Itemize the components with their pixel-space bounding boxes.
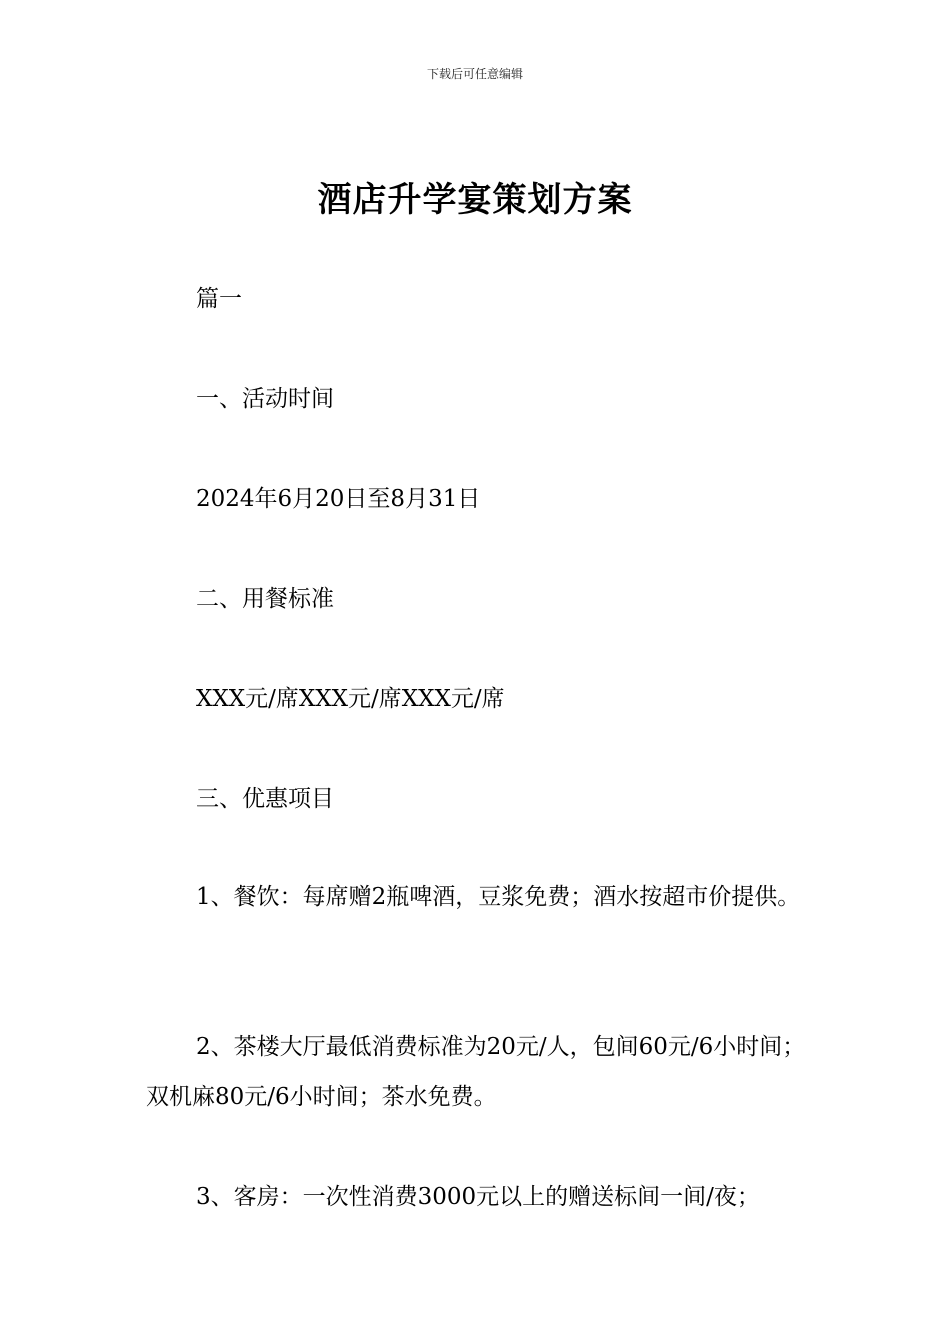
- document-title: 酒店升学宴策划方案: [317, 180, 633, 220]
- activity-date-range: 2024年6月20日至8月31日: [196, 486, 481, 512]
- heading-dining-standard: 二、用餐标准: [196, 586, 334, 612]
- header-note: 下载后可任意编辑: [426, 67, 523, 81]
- heading-discounts: 三、优惠项目: [196, 786, 334, 812]
- dining-price-line: XXX元/席XXX元/席XXX元/席: [196, 686, 505, 712]
- heading-activity-time: 一、活动时间: [196, 386, 334, 412]
- discount-item-dining: 1、餐饮：每席赠2瓶啤酒，豆浆免费；酒水按超市价提供。: [196, 884, 801, 910]
- discount-item-rooms: 3、客房：一次性消费3000元以上的赠送标间一间/夜；: [196, 1184, 760, 1210]
- section-label: 篇一: [196, 286, 242, 312]
- discount-item-teahouse: 2、茶楼大厅最低消费标准为20元/人，包间60元/6小时间；双机麻80元/6小时间；茶水免费。: [146, 1034, 806, 1110]
